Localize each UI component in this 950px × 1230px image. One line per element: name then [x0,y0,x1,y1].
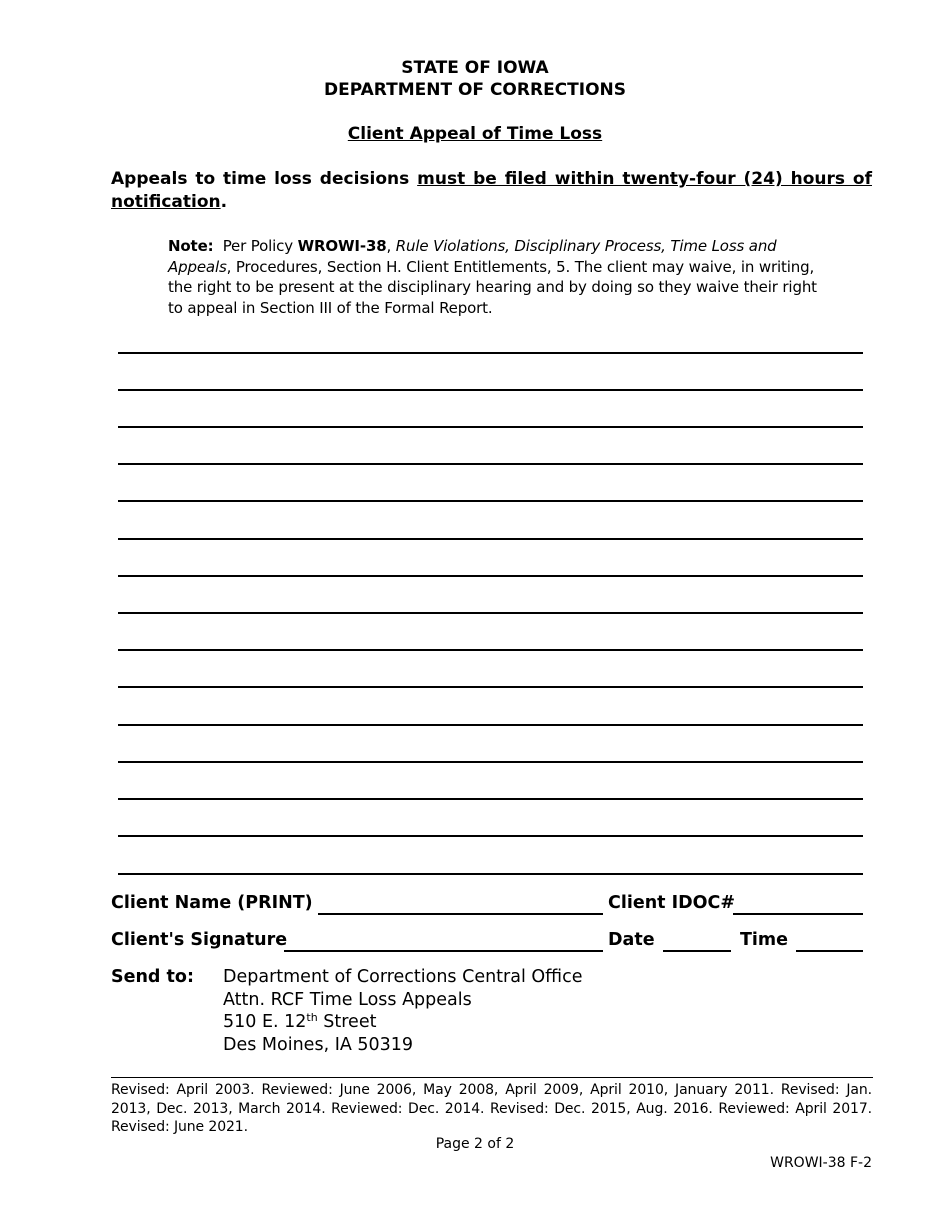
address-line-4: Des Moines, IA 50319 [223,1034,414,1055]
appeal-notice-prefix: Appeals to time loss decisions [111,169,418,189]
address-line-1: Department of Corrections Central Office [223,967,583,987]
policy-number: WROWI-38 [297,237,387,255]
policy-note [168,236,828,318]
writing-line[interactable] [118,538,863,540]
form-title: Client Appeal of Time Loss [347,124,603,144]
writing-line[interactable] [118,686,863,688]
date-field[interactable] [663,950,731,952]
client-name-field[interactable] [318,913,603,915]
address-line-3 [223,1011,582,1034]
revision-history: Revised: April 2003. Reviewed: June 2006, May 2008, April 2009, April 2010, January 2011. Revised: Jan. 2013, Dec. 2013, March 2014. Reviewed: Dec. 2014. Revised: Dec. 2015, Aug. 2016. Reviewed: April 2017. Revised: June 2021. [111,1082,872,1136]
writing-line[interactable] [118,463,863,465]
form-id: WROWI-38 F-2 [770,1155,872,1171]
date-label: Date [608,930,655,950]
address-street-number: 510 E. 12 [223,1012,307,1032]
appeal-deadline: must be filed within twenty-four (24) hours of notification [111,169,872,212]
client-idoc-field[interactable] [733,913,863,915]
page-number: Page 2 of 2 [435,1136,515,1152]
ordinal-suffix: th [306,1011,318,1024]
client-idoc-label: Client IDOC# [608,893,736,913]
note-label: Note: [168,237,214,255]
client-name-label: Client Name (PRINT) [111,893,313,913]
client-signature-label: Client's Signature [111,930,288,950]
mailing-address [223,966,582,1056]
writing-line[interactable] [118,873,863,875]
address-line-2: Attn. RCF Time Loss Appeals [223,989,472,1010]
address-street-name: Street [317,1012,377,1032]
footer-divider [111,1077,873,1078]
appeal-notice [111,168,872,214]
writing-line[interactable] [118,724,863,726]
note-comma: , [386,237,396,255]
client-signature-field[interactable] [284,950,603,952]
writing-line[interactable] [118,649,863,651]
writing-line[interactable] [118,575,863,577]
note-pre-policy: Per Policy [213,237,298,255]
writing-line[interactable] [118,798,863,800]
writing-line[interactable] [118,500,863,502]
policy-title: Rule Violations, Disciplinary Process, Time Loss and Appeals [168,237,777,276]
note-body: , Procedures, Section H. Client Entitlements, 5. The client may waive, in writing, the right to be present at the disciplinary hearing and by doing so they waive their right to appeal in Section III of the Formal Report. [168,257,817,317]
writing-line[interactable] [118,761,863,763]
time-field[interactable] [796,950,863,952]
writing-line[interactable] [118,612,863,614]
department-heading: DEPARTMENT OF CORRECTIONS [324,80,626,100]
writing-line[interactable] [118,389,863,391]
state-heading: STATE OF IOWA [401,58,549,78]
writing-line[interactable] [118,426,863,428]
writing-line[interactable] [118,835,863,837]
writing-line[interactable] [118,352,863,354]
send-to-label: Send to: [111,967,194,987]
time-label: Time [740,930,789,950]
appeal-notice-suffix: . [220,192,228,212]
